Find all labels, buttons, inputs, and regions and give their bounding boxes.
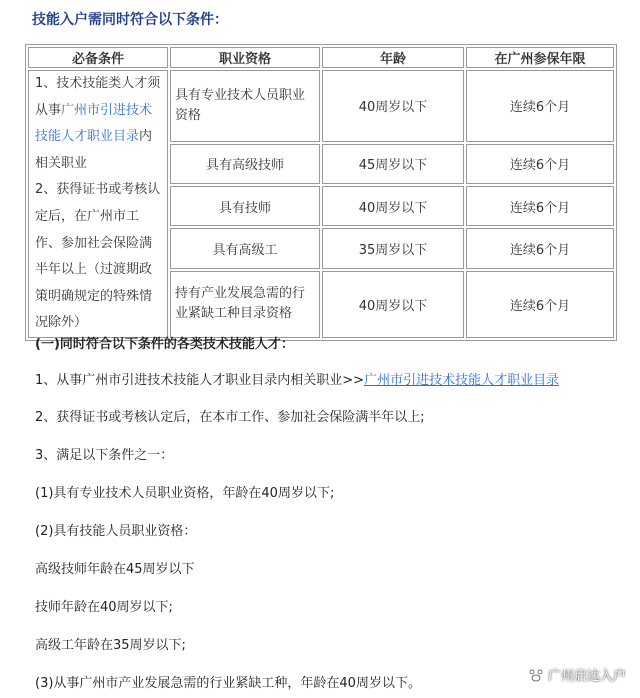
qualification-cell: 具有高级工: [170, 228, 320, 268]
age-cell: 45周岁以下: [322, 144, 464, 184]
watermark-text: 广州启达入户: [547, 669, 626, 684]
qualification-cell: 具有高级技师: [170, 144, 320, 184]
years-cell: 连续6个月: [466, 70, 614, 142]
condition-1-text: 1、技术技能类人才须从事: [35, 76, 161, 118]
sub-item-2a: 高级技师年龄在45周岁以下: [35, 562, 195, 577]
qualification-cell: 具有技师: [170, 186, 320, 226]
age-cell: 40周岁以下: [322, 186, 464, 226]
watermark: [528, 665, 626, 684]
header-age: 年龄: [322, 47, 464, 68]
years-cell: 连续6个月: [466, 271, 614, 338]
sub-item-2: (2)具有技能人员职业资格：: [35, 524, 197, 539]
table-header-row: [28, 47, 614, 68]
talent-catalog-link[interactable]: 广州市引进技术技能人才职业目录: [35, 102, 153, 145]
table-row: [28, 70, 614, 142]
age-cell: 40周岁以下: [322, 271, 464, 338]
years-cell: 连续6个月: [466, 186, 614, 226]
sub-item-2c: 高级工年龄在35周岁以下;: [35, 638, 186, 653]
item-2: 2、获得证书或考核认定后，在本市工作、参加社会保险满半年以上;: [35, 410, 425, 425]
page-heading: 技能入户需同时符合以下条件：: [32, 12, 228, 28]
requirements-table: [25, 44, 617, 341]
catalog-link[interactable]: 广州市引进技术技能人才职业目录: [364, 373, 560, 388]
header-required-conditions: 必备条件: [28, 47, 168, 68]
sub-item-3: (3)从事广州市产业发展急需的行业紧缺工种，年龄在40周岁以下。: [35, 676, 421, 691]
age-cell: 35周岁以下: [322, 228, 464, 268]
item-1-text: 1、从事广州市引进技术技能人才职业目录内相关职业>>: [35, 373, 365, 388]
qualification-cell: 持有产业发展急需的行业紧缺工种目录资格: [170, 271, 320, 338]
sub-item-2b: 技师年龄在40周岁以下;: [35, 600, 173, 615]
years-cell: 连续6个月: [466, 228, 614, 268]
sub-item-1: (1)具有专业技术人员职业资格，年龄在40周岁以下;: [35, 486, 335, 501]
item-3: 3、满足以下条件之一：: [35, 448, 174, 463]
age-cell: 40周岁以下: [322, 70, 464, 142]
years-cell: 连续6个月: [466, 144, 614, 184]
condition-1-suffix: 内相关职业: [35, 129, 153, 171]
qualification-cell: 具有专业技术人员职业资格: [170, 70, 320, 142]
header-insurance-years: 在广州参保年限: [466, 47, 614, 68]
paw-icon: [528, 668, 544, 682]
condition-2-text: 2、获得证书或考核认定后，在广州市工作、参加社会保险满半年以上（过渡期政策明确规定的特殊情况除外）: [35, 182, 161, 331]
item-1: [35, 369, 559, 388]
header-qualification: 职业资格: [170, 47, 320, 68]
section-title: (一)同时符合以下条件的各类技术技能人才：: [35, 337, 294, 352]
conditions-cell: [28, 70, 168, 338]
